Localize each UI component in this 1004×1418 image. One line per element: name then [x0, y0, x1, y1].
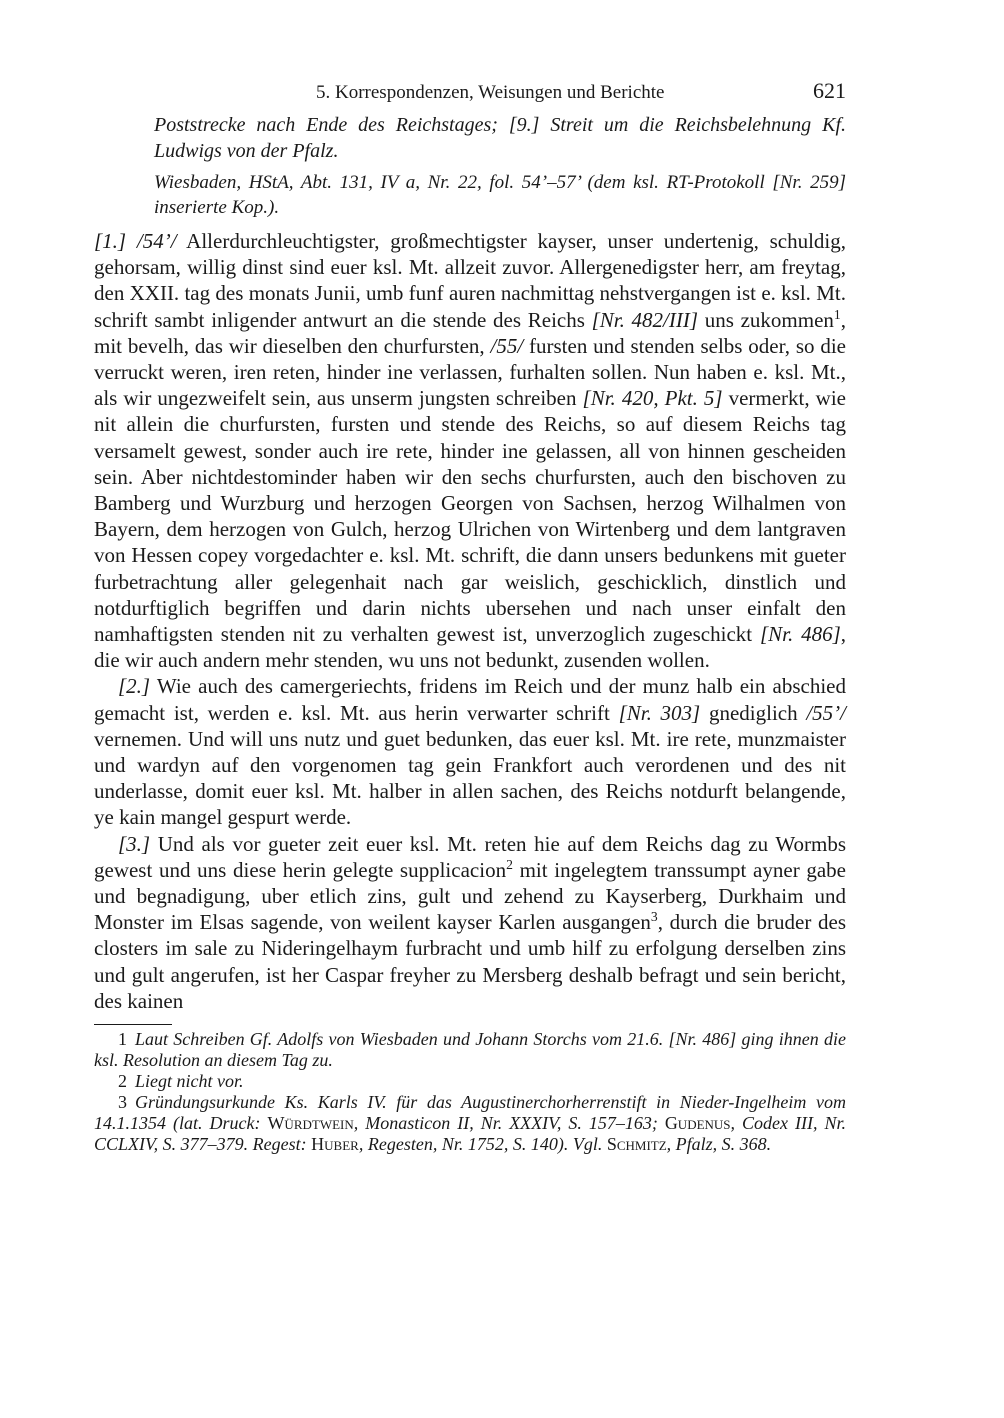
footnotes	[94, 1029, 846, 1155]
author-name: Würdtwein	[267, 1113, 354, 1134]
section-marker: [1.]	[94, 229, 127, 253]
paragraph-2: [2.] Wie auch des camergeriechts, fridens im Reich und der munz halb ein abschied gemacht ist, werden e. ksl. Mt. aus herin verwarter schrift [Nr. 303] gnediglich /55’/ vernemen. Und will uns nutz und guet bedunken, das euer ksl. Mt. ire rete, munzmaister und wardyn auf den vorgenomen tag gein Frankfort auch verordenen und des nit underlasse, domit euer ksl. Mt. halber in allen sachen, des Reichs notdurft belangende, ye kain mangel gespurt werde.	[94, 674, 846, 830]
document-regest	[154, 112, 846, 220]
letter-body	[94, 228, 846, 1014]
footnote-1	[94, 1029, 846, 1071]
author-name: Huber	[311, 1134, 359, 1155]
cross-reference: [Nr. 482/III]	[591, 307, 699, 332]
footnote-3: 3 Gründungsurkunde Ks. Karls IV. für das Augustinerchorherrenstift in Nieder-Ingelheim vom 14.1.1354 (lat. Druck: Würdtwein, Monasticon II, Nr. XXXIV, S. 157–163; Gudenus, Codex III, Nr. CCLXIV, S. 377–379. Regest: Huber, Regesten, Nr. 1752, S. 140). Vgl. Schmitz, Pfalz, S. 368.	[94, 1092, 846, 1155]
footnote-ref: 1	[833, 306, 841, 322]
footnote-2	[94, 1071, 846, 1092]
footnote-text: Liegt nicht vor.	[135, 1071, 244, 1092]
paragraph-1: [1.] /54’/ Allerdurchleuchtigster, großmechtigster kayser, unser undertenig, schuldig, gehorsam, willig dinst sind euer ksl. Mt. allzeit zuvor. Allergenedigster herr, am freytag, den XXII. tag des monats Junii, umb funf auren nachmittag nehstvergangen ist e. ksl. Mt. schrift sambt inligender antwurt an die stende des Reichs [Nr. 482/III] uns zukommen$^1$, mit bevelh, das wir dieselben den churfursten, /55/ fursten und stenden selbs oder, so die verruckt weren, iren reten, hinder ine verlassen, furhalten sollen. Nun haben e. ksl. Mt., als wir ungezweifelt sein, aus unserm jungsten schreiben [Nr. 420, Pkt. 5] vermerkt, wie nit allein die churfursten, fursten und stende des Reichs, so auf diesem Reichs tag versamelt gewest, sonder auch ire rete, hinder ine gelassen, all von hinnen gescheiden sein. Aber nichtdestominder haben wir den sechs churfursten, auch den bischoven zu Bamberg und Wurzburg und herzogen Georgen von Sachsen, herzog Wilhalmen von Bayern, dem herzogen von Gulch, herzog Ulrichen von Wirtenberg und dem lantgraven von Hessen copey vorgedachter e. ksl. Mt. schrift, die dann unsers bedunkens mit gueter furbetrachtung aller gelegenhait nach gar weislich, geschicklich, dinstlich und notdurftiglich begriffen und darin nichts ubersehen und nach unser einfalt den namhaftigsten stenden nit zu verhalten gewest ist, unverzoglich zugeschickt [Nr. 486], die wir auch andern mehr stenden, wu uns not bedunkt, zusenden wollen.	[94, 229, 847, 673]
footnote-text: Laut Schreiben Gf. Adolfs von Wiesbaden und Johann Storchs vom 21.6. [Nr. 486] ging ihnen die ksl. Resolution an diesem Tag zu.	[94, 1029, 846, 1071]
page-number: 621	[813, 78, 846, 103]
cross-reference: [Nr. 486]	[759, 622, 841, 647]
footnote-ref: 3	[650, 909, 658, 925]
cross-reference: [Nr. 303]	[618, 700, 701, 725]
footnote-ref: 2	[506, 856, 513, 872]
regest-source: Wiesbaden, HStA, Abt. 131, IV a, Nr. 22, fol. 54’–57’ (dem ksl. RT-Protokoll [Nr. 259] inserierte Kop.).	[154, 172, 846, 218]
footnote-number: 3	[118, 1092, 127, 1113]
page	[94, 78, 846, 1155]
section-marker: [3.]	[118, 831, 151, 856]
paragraph-3: [3.] Und als vor gueter zeit euer ksl. Mt. reten hie auf dem Reichs dag zu Wormbs gewest und uns diese herin gelegte supplicacion$^2$ mit ingelegtem transsumpt ayner gabe und begnadigung, uber etlich zins, gult und zehend zu Kayserberg, Durkhaim und Monster im Elsas sagende, von weilent kayser Karlen ausgangen$^3$, durch die bruder des closters im sale zu Nideringelhaym furbracht und umb hilf zu erfolgung derselben zins und gult angerufen, ist her Caspar freyher zu Mersberg deshalb befragt und sein bericht, des kainen	[94, 831, 846, 1013]
folio-marker: /54’/	[136, 229, 177, 253]
author-name: Gudenus	[664, 1113, 731, 1134]
running-title: 5. Korrespondenzen, Weisungen und Berichte	[316, 82, 665, 103]
cross-reference: [Nr. 420, Pkt. 5]	[582, 386, 723, 411]
author-name: Schmitz	[606, 1134, 667, 1155]
folio-marker: /55/	[490, 333, 524, 358]
page-header	[94, 78, 846, 112]
footnote-number: 2	[118, 1071, 127, 1092]
regest-summary: Poststrecke nach Ende des Reichstages; [9.] Streit um die Reichsbelehnung Kf. Ludwigs von der Pfalz.	[154, 114, 846, 162]
section-marker: [2.]	[118, 674, 151, 699]
footnote-number: 1	[118, 1029, 127, 1050]
footnote-divider	[94, 1024, 172, 1025]
folio-marker: /55’/	[806, 700, 846, 725]
